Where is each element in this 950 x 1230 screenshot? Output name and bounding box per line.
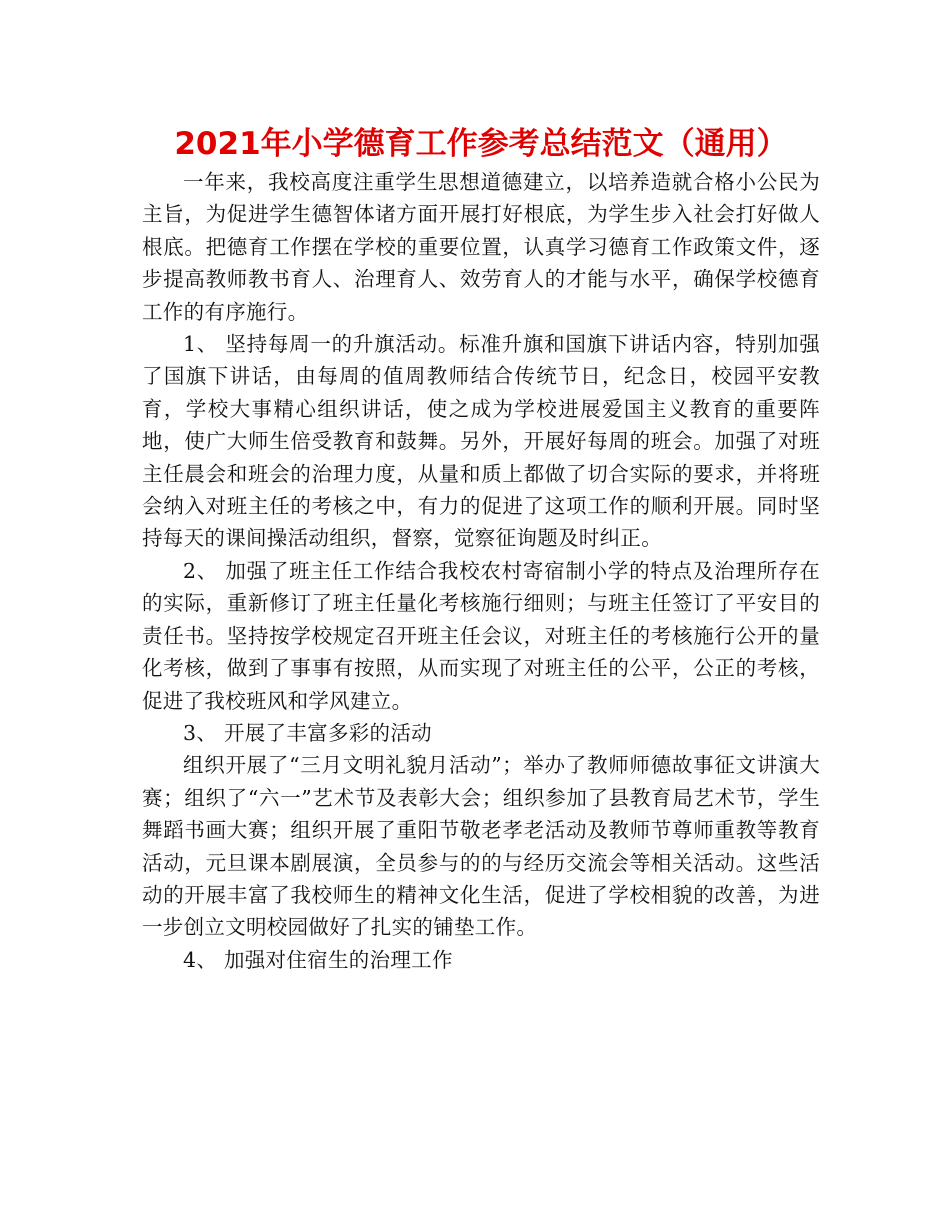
document-title: 2021年小学德育工作参考总结范文（通用） bbox=[174, 126, 788, 162]
section-3-paragraph: 组织开展了“三月文明礼貌月活动”；举办了教师师德故事征文讲演大赛；组织了“六一”艺术节及表彰大会；组织参加了县教育局艺术节，学生舞蹈书画大赛；组织开展了重阳节敬老孝老活动及教师节尊师重教等教育活动，元旦课本剧展演，全员参与的的与经历交流会等相关活动。这些活动的开展丰富了我校师生的精神文化生活，促进了学校相貌的改善，为进一步创立文明校园做好了扎实的铺垫工作。 bbox=[142, 753, 820, 940]
section-2-paragraph: 2、 加强了班主任工作结合我校农村寄宿制小学的特点及治理所存在的实际，重新修订了班主任量化考核施行细则；与班主任签订了平安目的责任书。坚持按学校规定召开班主任会议，对班主任的考核施行公开的量化考核，做到了事事有按照，从而实现了对班主任的公平，公正的考核，促进了我校班风和学风建立。 bbox=[142, 558, 820, 713]
intro-paragraph: 一年来，我校高度注重学生思想道德建立，以培养造就合格小公民为主旨，为促进学生德智体诸方面开展打好根底，为学生步入社会打好做人根底。把德育工作摆在学校的重要位置，认真学习德育工作政策文件，逐步提高教师教书育人、治理育人、效劳育人的才能与水平，确保学校德育工作的有序施行。 bbox=[142, 170, 820, 324]
section-3-heading: 3、 开展了丰富多彩的活动 bbox=[183, 720, 432, 745]
section-1-paragraph: 1、 坚持每周一的升旗活动。标准升旗和国旗下讲话内容，特别加强了国旗下讲话，由每周的值周教师结合传统节日，纪念日，校园平安教育，学校大事精心组织讲话，使之成为学校进展爱国主义教育的重要阵地，使广大师生倍受教育和鼓舞。另外，开展好每周的班会。加强了对班主任晨会和班会的治理力度，从量和质上都做了切合实际的要求，并将班会纳入对班主任的考核之中，有力的促进了这项工作的顺利开展。同时坚持每天的课间操活动组织，督察，觉察征询题及时纠正。 bbox=[142, 332, 820, 551]
section-4-heading: 4、 加强对住宿生的治理工作 bbox=[183, 947, 453, 972]
